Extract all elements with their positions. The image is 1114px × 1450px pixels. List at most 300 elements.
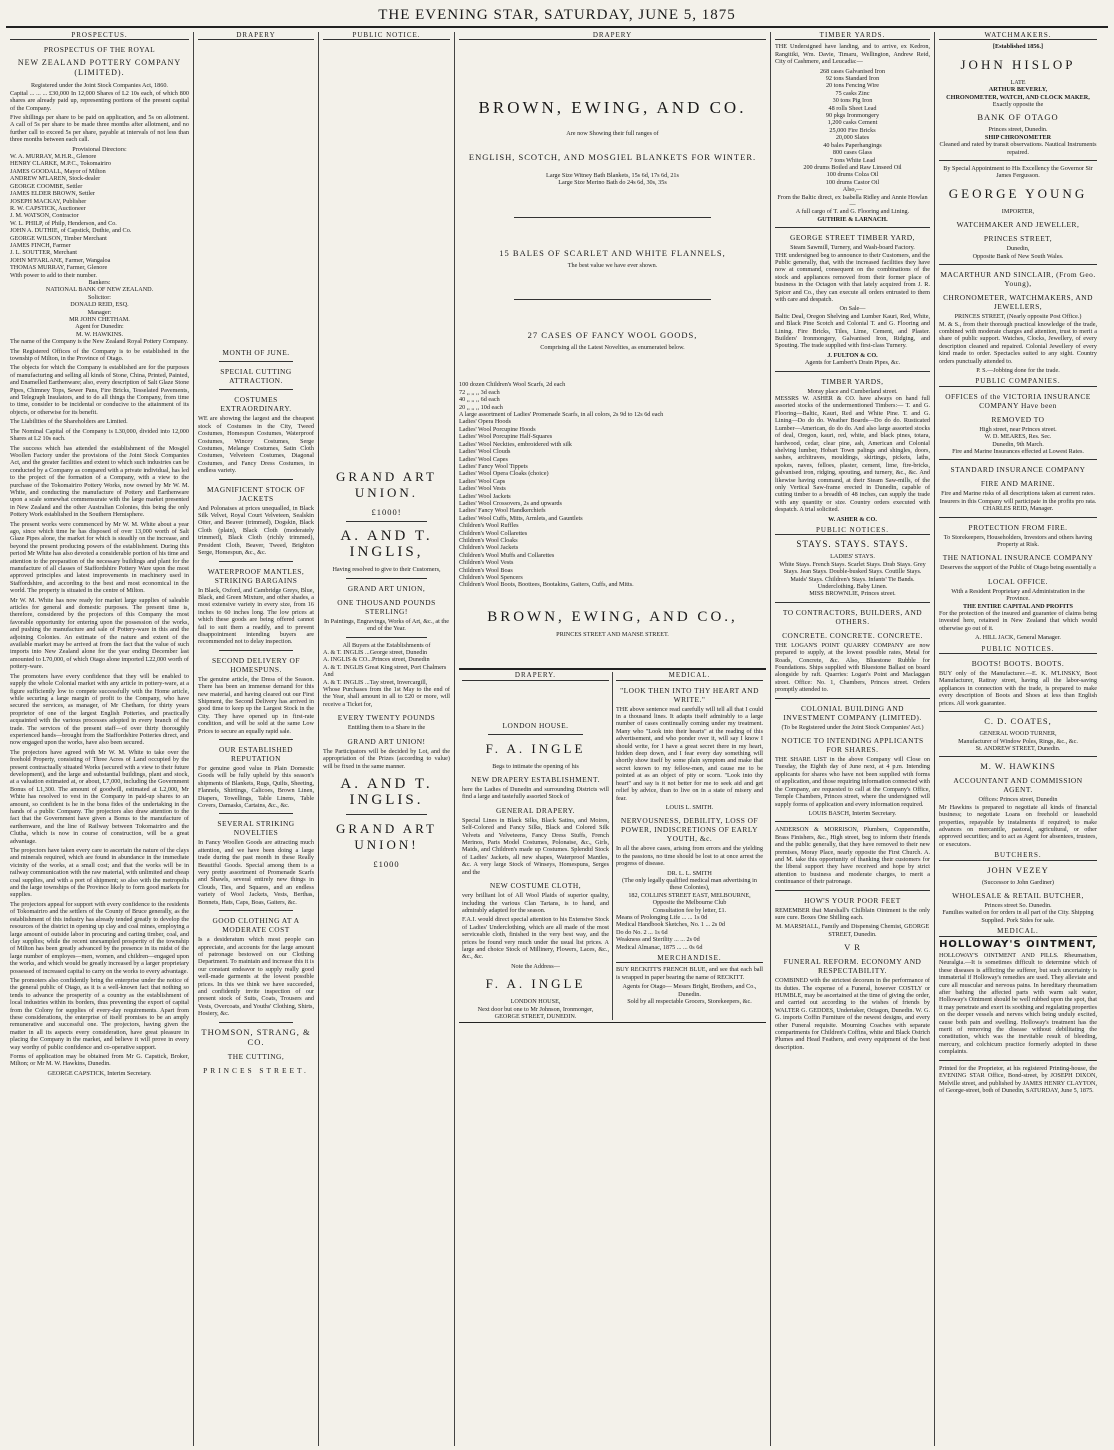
merino-line: Large Size Merino Bath do 24s 6d, 30s, 35s	[558, 179, 667, 187]
nervous-heading: NERVOUSNESS, DEBILITY, LOSS OF POWER, INDISCRETIONS OF EARLY YOUTH, &c.	[620, 816, 759, 844]
hawkins-name: M. W. HAWKINS	[980, 761, 1056, 772]
company-name: NEW ZEALAND POTTERY COMPANY (LIMITED).	[17, 58, 182, 78]
section-head: PROSPECTUS.	[10, 32, 189, 40]
solicitor-name: DONALD REID, ESQ.	[70, 301, 129, 309]
director-item: JOHN M'FARLANE, Farmer, Wangaloa	[10, 256, 111, 264]
opposite-line: Opposite the Melbourne Club	[652, 899, 727, 907]
london-house: LONDON HOUSE.	[502, 720, 569, 730]
signature: GEORGE CAPSTICK, Interim Secretary.	[47, 1069, 152, 1077]
stays-text: White Stays. French Stays. Scarlet Stays. Drab Stays. Grey Stays. Jean Stays. Double-busked Stays. Coutille Stays. Maids' Stays. Children's Stays. Infants' Tie Bands. Underclothing. Baby Linen.	[779, 560, 926, 590]
divider	[219, 389, 293, 390]
thousand-line: ONE THOUSAND POUNDS STERLING!	[337, 597, 436, 616]
showing-line: Are now Showing their full ranges of	[566, 130, 659, 138]
directors-heading: Provisional Directors:	[72, 145, 127, 153]
divider	[939, 160, 1097, 161]
established: [Established 1856.]	[992, 43, 1044, 51]
clothing-heading: GOOD CLOTHING AT A MODERATE COST	[212, 916, 300, 935]
guthrie-name: GUTHRIE & LARNACH.	[817, 215, 888, 223]
director-item: THOMAS MURRAY, Farmer, Glenore	[10, 264, 108, 272]
directors-list	[10, 153, 189, 279]
cases-line: 27 CASES OF FANCY WOOL GOODS,	[527, 330, 698, 341]
sub-head: MEDICAL.	[616, 672, 763, 680]
bank-line: BANK OF OTAGO	[977, 112, 1059, 123]
goods-item: 100 dozen Children's Wool Scarfs, 2d each	[459, 381, 566, 389]
medical-head: MEDICAL.	[939, 928, 1097, 936]
section-head: WATCHMAKERS.	[939, 32, 1097, 40]
opposite-line: Opposite Bank of New South Wales.	[972, 252, 1064, 260]
paintings-line: In Paintings, Engravings, Works of Art, &c., at the end of the Year.	[323, 617, 449, 633]
timber-item: 268 cases Galvanised Iron	[819, 67, 886, 75]
divider	[346, 814, 427, 815]
divider	[219, 739, 293, 740]
thomson-name: THOMSON, STRANG, & CO.	[201, 1026, 311, 1047]
on-sale: On Sale—	[839, 305, 866, 313]
director-item: With power to add to their number.	[10, 271, 97, 279]
notice-text: THE SHARE LIST in the above Company will Close on Tuesday, the Eighth day of June next, at 4 p.m. Intending applicants for shares who have not been supplied with forms of application, and those requiring information connected with the Company, are requested to call at the Company's Office, Temple Chambers, Princes street, where the undersigned will supply forms of application and every information required.	[775, 756, 930, 808]
art-union-line: GRAND ART UNION,	[347, 583, 426, 593]
new-drapery: NEW DRAPERY ESTABLISHMENT.	[471, 775, 600, 785]
andrew-line: St. ANDREW STREET, Dunedin.	[975, 744, 1061, 752]
holloway-title: HOLLOWAY'S OINTMENT,	[939, 938, 1097, 950]
art-union-title: GRAND ART UNION.	[336, 469, 437, 501]
inglis-name: A. AND T. INGLIS,	[340, 528, 433, 561]
fa-ingle: F. A. INGLE	[485, 740, 586, 756]
public-notices-head: PUBLIC NOTICES.	[775, 527, 930, 535]
divider	[939, 264, 1097, 265]
public-notices-head-2: PUBLIC NOTICES.	[939, 646, 1097, 654]
moray-line: Moray place and Cumberland street.	[807, 387, 898, 395]
offices-line: OFFICES of the VICTORIA INSURANCE COMPANY Have been	[945, 391, 1091, 410]
merchandise-head: MERCHANDISE.	[616, 955, 763, 963]
section-head: DRAPERY	[459, 32, 766, 40]
section-head: DRAPERY	[198, 32, 314, 40]
blankets-line: ENGLISH, SCOTCH, AND MOSGIEL BLANKETS FOR WINTER.	[468, 151, 757, 162]
director-item: JOSEPH MACKAY, Publisher	[10, 197, 87, 205]
jackets-heading: MAGNIFICENT STOCK OF JACKETS	[206, 484, 306, 503]
goods-item: Children's Wool Muffs and Collarettes	[459, 551, 555, 559]
divider	[219, 479, 293, 480]
goods-item: Ladies' Wool Crossovers, 2s and upwards	[459, 499, 562, 507]
timber-item: 100 drums Castor Oil	[825, 178, 880, 186]
timber-item: Also,—	[842, 186, 863, 194]
director-item: JAMES GOODALL, Mayor of Milton	[10, 167, 106, 175]
divider	[488, 734, 582, 735]
column-drapery-left	[194, 32, 319, 1446]
timber-item: 75 casks Zinc	[835, 89, 870, 97]
goods-item: Children's Wool Jackets	[459, 544, 519, 552]
divider	[775, 602, 930, 603]
book-item: Weakness and Sterility ... ... 2s 0d	[616, 936, 700, 944]
princes-line-3: Princes street So. Dunedin.	[984, 901, 1052, 909]
successor-line: (Successor to John Gardiner)	[982, 878, 1054, 886]
divider	[219, 910, 293, 911]
director-item: R. W. CAPSTICK, Auctioneer	[10, 204, 86, 212]
basch-name: LOUIS BASCH, Interim Secretary.	[808, 809, 897, 817]
timber-item: 20 tons Fencing Wire	[825, 82, 880, 90]
column-timber	[771, 32, 935, 1446]
general-drapery: GENERAL DRAPERY.	[495, 805, 576, 815]
goods-item: A large assortment of Ladies' Promenade Scarfs, in all colors, 2s 9d to 12s 6d each	[459, 411, 664, 419]
fai-text: F.A.I. would direct special attention to his Extensive Stock of Ladies' Underclothing, which are all made of the most serviceable cloth, finished in the very best way, and the prices be found very much under the usual list prices. A large and choice Stock of Millinery, Flowers, Laces, &c., &c., &c.	[462, 916, 609, 961]
timber-item: 92 tons Standard Iron	[825, 75, 880, 83]
boots-heading: BOOTS! BOOTS. BOOTS.	[971, 659, 1065, 669]
timber-item: A full cargo of T. and G. Flooring and Lining.	[795, 208, 910, 216]
divider	[346, 521, 427, 522]
ladies-stays: LADIES' STAYS.	[830, 553, 875, 561]
special-text: Special Lines in Black Silks, Black Satins, and Moires, Self-Colored and Fancy Silks, Black and Colored Silk Velvets and Velveteens, Fancy Dress Stuffs, French Merinos, Paris Model Costumes, Polonaise, &c., Girls, Maids, and Children's made up Costumes. Splendid Stock of Ladies' Jackets, all new shapes, Waterproof Mantles, &c. A very large Stock of Winseys, Homespuns, Serges and the	[462, 816, 609, 876]
families-line: Families waited on for orders in all part of the City. Shipping Supplied. Pork Sides for sale.	[942, 909, 1094, 924]
brilliant-text: very brilliant lot of All Wool Plaids of superior quality, including the various Clan Tartans, is to hand, and admirably adapted for the season.	[462, 892, 609, 914]
section-head: TIMBER YARDS.	[775, 32, 930, 40]
director-item: ANDREW M'LAREN, Stock-dealer	[10, 175, 101, 183]
george-yard-heading: GEORGE STREET TIMBER YARD,	[790, 233, 915, 243]
reputation-text: For genuine good value in Plain Domestic Goods will be fully upheld by this season's shipments of Blankets, Rugs, Quilts, Sheeting, Flannels, Shirtings, Calicoes, Brown Linen, Diapers, Towellings, Table Linens, Table Covers, Damasks, Cartains, &c., &c.	[198, 765, 314, 810]
homespuns-heading: SECOND DELIVERY OF HOMESPUNS.	[212, 655, 300, 674]
logan-text: THE LOGAN'S POINT QUARRY COMPANY are now prepared to supply, at the lowest possible rates, Metal for Roads, Concrete, &c. Also, Bluestone Rubble for Foundations. Ships supplied with Bluestone Ballast on board alongside by raft. Quarries: Logan's Point and Maclaggan street. Office: No. 1, Chambers, Princes street. Orders promptly attended to.	[775, 641, 930, 694]
chrono-line: CHRONOMETER, WATCH, AND CLOCK MAKER,	[946, 93, 1090, 101]
director-item: W. A. MURRAY, M.H.R., Glenore	[10, 153, 97, 161]
jackets-text: And Polonaises at prices unequalled, in Black Silk Velvet, Royal Court Velveteen, Sealskin Otter, and Beaver (trimmed), Dogskin, Black Cloth (plain), Black Cloth (moderately trimmed), Black Cloth (richly trimmed), President Cloth, Beaver, Tweed, Brighton Serge, Homespun, &c., &c.	[198, 504, 314, 557]
director-item: JAMES FINCH, Farmer	[10, 241, 71, 249]
section-head: PUBLIC NOTICE.	[323, 32, 450, 40]
young-name: GEORGE YOUNG	[948, 185, 1088, 201]
director-item: GEORGE WILSON, Timber Merchant	[10, 234, 107, 242]
meares-name: W. D. MEARES, Res. Sec.	[984, 433, 1052, 441]
timber-item: 1,200 casks Cement	[827, 119, 878, 127]
office-line: Offices: Princes street, Dunedin	[978, 796, 1058, 804]
dr-name: DR. L. L. SMITH	[667, 869, 712, 877]
standard-name: STANDARD INSURANCE COMPANY	[950, 465, 1086, 475]
book-item: Do do No. 2 ... 1s 6d	[616, 928, 668, 936]
month-heading: MONTH OF JUNE.	[222, 348, 290, 358]
shop-item: And	[323, 671, 334, 679]
sub-head: DRAPERY.	[462, 672, 609, 680]
imprint-text: Printed for the Proprietor, at his registered Printing-house, the EVENING STAR Office, Bond-street, by JOSEPH DIXON, Melville street, and published by JAMES HENRY CLAYTON, of George-street, both of Dunedin, SATURDAY, June 5, 1875.	[939, 1064, 1097, 1094]
sale-text: Baltic Deal, Oregon Shelving and Lumber Kauri, Red, White, and Black Pine Scotch and Colonial T. and G. Flooring and Lining. Fire Bricks, Tiles, Lime, Cement, and Plaster. Builders' Ironmongery, Galvanised Iron, Ridging, and Spouting. The trade supplied with first-class Turnery.	[775, 312, 930, 350]
storekeepers-line: To Storekeepers, Householders, Investors and others having Property at Risk.	[943, 533, 1093, 548]
timber-item: 20,000 Slates	[835, 134, 870, 142]
cleaned-line: Cleaned and rated by transit observations. Nautical Instruments repaired.	[939, 141, 1097, 156]
column-drapery-main	[455, 32, 771, 1446]
goods-item: Ladies' Wool Porcupine Half-Squares	[459, 433, 553, 441]
clothing-text: Is a desideratum which most people can appreciate, and accounts for the large amount of patronage bestowed on our Clothing Department. To maintain and increase this it is our constant endeavor to supply really good well-made garments at the lowest possible prices. In this we think we have succeeded, and confidently invite inspection of our present stock of Suits, Coats, Trousers and Vests, Overcoats, and Youths' Clothing, Shirts, Hosiery, &c.	[198, 936, 314, 1018]
goods-item: Ladies' Fancy Wool Tippets	[459, 462, 528, 470]
address-line: PRINCES STREET AND MANSE STREET.	[556, 630, 669, 638]
agent-heading: Agent for Dunedin:	[75, 323, 124, 331]
appointment-line: By Special Appointment to His Excellency the Governor Sir James Fergusson.	[943, 165, 1093, 180]
agents-line: Agents for Otago— Messrs Bright, Brothers, and Co., Dunedin.	[622, 983, 757, 998]
divider	[219, 813, 293, 814]
buy-text: BUY only of the Manufacturer.—E. K. M'LINSKY, Boot Manufacturer, Rattray street, having all the labor-saving appliances in connection with the trade, is prepared to make every description of Boots and Shoes at less than English prices. All work guarantee.	[939, 670, 1097, 707]
every-line: EVERY TWENTY POUNDS	[337, 713, 436, 723]
homespuns-text: The genuine article, the Dress of the Season. There has been an immense demand for this new material, and having cleared out our First Shipment, the Second Delivery has arrived in good time to keep up the Largest Stock in the City. They have opened up in first-rate condition, and will be sold at the same Low Prices to secure an equally rapid sale.	[198, 675, 314, 735]
sub-columns	[459, 668, 766, 1023]
timber-item: 48 rolls Sheet Lead	[828, 104, 877, 112]
divider	[219, 361, 293, 362]
sub-column-drapery	[459, 672, 612, 1020]
wholesale-line: WHOLESALE & RETAIL BUTCHER,	[952, 890, 1084, 900]
goods-item: Ladies' Wool Caps	[459, 477, 506, 485]
timber-item: 800 cases Glass	[832, 149, 873, 157]
divider	[346, 637, 427, 638]
director-item: JOHN A. DUTHIE, of Capstick, Duthie, and Co.	[10, 227, 132, 235]
goods-item: Children's Wool Cloaks	[459, 536, 518, 544]
special-heading: SPECIAL CUTTING ATTRACTION.	[220, 367, 292, 386]
column-watchmakers	[935, 32, 1101, 1446]
prospectus-paragraph: The projectors appeal for support with every confidence to the residents of Tokomairiro and the settlers of the County of Bruce generally, as the establishment of this industry has already tended greatly to develop the resources of the district in opening up clay and coal mines, employing a large amount of outside labor in procuring and carting timber, coal, and clay supplies; while the recent unexampled prosperity of the township of Milton has been greatly advanced by the presence in its midst of the large number of employes—men, women, and children—engaged upon the works, and which would be greatly increased by a larger proprietary possessed of increased capital to carry on the works to every advantage.	[10, 900, 189, 975]
costume-cloth: NEW COSTUME CLOTH,	[489, 881, 582, 891]
goods-item: 72 ,, ,, ,, 3d each	[459, 388, 500, 396]
accountant-line: ACCOUNTANT AND COMMISSION AGENT.	[953, 776, 1083, 795]
goods-item: Ladies' Opera Hoods	[459, 418, 511, 426]
divider	[775, 821, 930, 822]
timber-item: From the Baltic direct, ex Isabella Ridley and Annie Howlan—	[777, 193, 928, 208]
ps-line: P. S.—Jobbing done for the trade.	[976, 366, 1060, 374]
here-text: here the Ladies of Dunedin and surrounding Districts will find a large and tastefully assorted Stock of	[462, 786, 609, 801]
goods-item: Children's Wool Ruffles	[459, 522, 519, 530]
princes-line: PRINCES STREET.	[203, 1065, 309, 1075]
deserves-line: Deserves the support of the Public of Otago being essentially a	[940, 564, 1096, 572]
brownlie-name: MISS BROWNLIE, Princes street.	[809, 590, 896, 598]
book-item: Medical Almanac, 1875 ... ... 0s 6d	[616, 943, 703, 951]
book-item: Medical Handbook Sketches, No. 1 ... 2s 0d	[616, 921, 725, 929]
fa-ingle-2: F. A. INGLE	[485, 976, 586, 992]
goods-item: 40 ,, ,, ,, 6d each	[459, 396, 500, 404]
brown-ewing-title-2: BROWN, EWING, AND CO.,	[487, 608, 738, 625]
divider	[346, 578, 427, 579]
entire-line: THE ENTIRE CAPITAL AND PROFITS	[963, 602, 1073, 610]
director-item: W. L. PHILP, of Philp, Henderson, and Co.	[10, 219, 117, 227]
divider	[939, 711, 1097, 712]
director-item: HENRY CLARKE, M.P.C., Tokomairiro	[10, 160, 111, 168]
divider	[775, 227, 930, 228]
royal-cipher-icon: V R	[844, 942, 861, 953]
notice-heading: NOTICE TO INTENDING APPLICANTS FOR SHARES.	[781, 736, 924, 755]
timber-item: 25,000 Fire Bricks	[829, 126, 876, 134]
prospectus-paragraph: The Liabilities of the Shareholders are Limited.	[10, 418, 128, 426]
purchases-text: Whose Purchases from the 1st May to the end of the Year, shall amount in all to £20 or more, will receive a Ticket for,	[323, 686, 450, 708]
vezey-name: JOHN VEZEY	[987, 864, 1049, 875]
shop-item: A. & T. INGLIS Great King street, Port Chalmers	[323, 663, 447, 671]
manager-name: MR JOHN CHETHAM.	[69, 316, 130, 323]
public-companies-head: PUBLIC COMPANIES.	[939, 378, 1097, 386]
divider	[939, 459, 1097, 460]
divider	[775, 698, 930, 699]
shop-item: A. & T. INGLIS ...Tay street, Invercargill,	[323, 678, 428, 686]
anderson-text: ANDERSON & MORRISON, Plumbers, Coppersmiths, Brass Finishers, &c., High street, beg to inform their friends and the public generally, that they have removed to their new premises, Moray Place, nearly opposite the First Church. A. and M. take this opportunity of thanking their customers for the liberal support they have received and hope by strict attention to business and moderate charges, to merit a continuance of their patronage.	[775, 826, 930, 886]
divider	[939, 517, 1097, 518]
coates-name: C. D. COATES,	[984, 716, 1052, 727]
novelties-heading: SEVERAL STRIKING NOVELTIES	[217, 819, 295, 838]
prospectus-paragraph: Forms of application may be obtained from Mr G. Capstick, Broker, Milton; or Mr M. W. Hawkins, Dunedin.	[10, 1053, 189, 1068]
best-line: The best value we have ever shown.	[567, 261, 658, 269]
divider	[939, 756, 1097, 757]
ms-text: M. & S., from their thorough practical knowledge of the trade, combined with moderate charges and attention, trust to merit a share of public support. Watches, Clocks, Jewellery, of every description cleaned and repaired. Colonial Jewellery of every kind made to order. Spectacles suited to any sight. Country orders punctually attended to.	[939, 320, 1097, 365]
bankers-heading: Bankers:	[88, 278, 111, 286]
goods-item: Ladies' Wool Neckties, embroidered with silk	[459, 440, 572, 448]
witney-line: Large Size Witney Bath Blankets, 15s 6d, 17s 6d, 21s	[546, 171, 679, 179]
goods-item: Ladies' Wool Cuffs, Mitts, Armlets, and Gauntlets	[459, 514, 583, 522]
contractors-heading: TO CONTRACTORS, BUILDERS, AND OTHERS.	[782, 607, 923, 626]
prospectus-title: PROSPECTUS OF THE ROYAL	[43, 45, 156, 55]
cases-text: In all the above cases, arising from errors and the yielding to the passions, no time should be lost to at once arrest the progress of disease.	[616, 845, 763, 868]
hawkins-text: Mr Hawkins is prepared to negotiate all kinds of financial business; to negotiate Loans on freehold or leasehold properties, repayable by instalments if required; to make advances on mercantile, pastoral, agricultural, or other approved securities; and to act as Agent for absentees, trustees, or executors.	[939, 803, 1097, 848]
feet-heading: HOW'S YOUR POOR FEET	[804, 895, 901, 905]
butchers-head: BUTCHERS.	[939, 852, 1097, 860]
goods-item: Ladies' Wool Porcupine Hoods	[459, 425, 536, 433]
sold-line: Sold by all respectable Grocers, Storekeepers, &c.	[627, 998, 752, 1006]
comprising-line: Comprising all the Latest Novelties, as enumerated below.	[540, 344, 685, 352]
risks-line: Fire and Marine risks of all descriptions taken at current rates.	[941, 490, 1095, 498]
prospectus-paragraph: The projectors have agreed with Mr W. M. White to take over the freehold Property, consisting of Three Acres of Land occupied by the present contractually situated Works (secured with a view to their future development), and the large and substantial buildings, plant and stock, at a valuation estimated at, or about, L7,000, including the Government Bonus of L1,300. The amount of goodwill, estimated at L2,000, Mr White has resolved to vest in the Company in paid-up shares to an amount, so confident is he in the bona fides of the undertaking in the hands of a public Company. The projectors also draw attention to the fact that the Government have given a Bonus to the manufacture of earthenware, and the line of Railway between Tokomairiro and the Clutha, which is now in course of construction, will be a great advantage.	[10, 748, 189, 845]
local-office: LOCAL OFFICE.	[987, 576, 1049, 586]
national-name: THE NATIONAL INSURANCE COMPANY	[942, 553, 1094, 563]
timber-item: 40 bales Paperhangings	[823, 141, 882, 149]
asher-text: MESSRS W. ASHER & CO. have always on hand full assorted stocks of the undermentioned Timbers:— T. and G. Flooring—Baltic, Kauri, Red and White Pine. T. and G. Lining—Do do do. Weather Boards—Do do do. Rusticated Lumber—American, do do do. And also large assorted stocks of deal, Oregon, kauri, red, white, and black pines, totara, hardwood, cedar, clear pine, ash, American and Colonial shelving lumber, Hobart Town palings and shingles, doors, sashes, architraves, mouldings, skirtings, pickets, laths, spokes, naves, felloes, plaster, cement, lime, fire-bricks, galvanised iron, ridging, spouting, and turnery, &c., &c. And likewise having command, at their Steam Saw-mills, of the only Vertical Saw-frame erected in Dunedin, capable of cutting timber to a breadth of 48 inches, can supply the trade with any quantity or size. Country orders executed with despatch. A trial solicited.	[775, 395, 930, 514]
london-house-2: LONDON HOUSE,	[510, 998, 561, 1006]
concrete-heading: CONCRETE. CONCRETE. CONCRETE.	[782, 630, 923, 640]
prospectus-paragraph: The success which has attended the establishment of the Mosgiel Woollen Factory under the provisions of the Joint Stock Companies Act, and the greater facilities and extent to which such industries can be conducted by a Company as compared with a private individual, has led to the project of the formation of a Company, with a view to the purchase of the Tokomairiro Pottery Works, now owned by Mr W. M. White, and conducting the manufacture of Pottery and Earthenware upon a scale somewhat commensurate with the large market presented in New Zealand and the other Australian Colonies, this being the only Pottery Work established in the Southern Hemisphere.	[10, 444, 189, 519]
resident-line: With a Resident Proprietary and Administration in the Province.	[951, 587, 1085, 603]
prospectus-paragraph: The promoters have every confidence that they will be enabled to supply the whole Colonial market with any article in pottery-ware, at a figure sufficiently low to compete successfully with the Home article, while securing a large margin of profit to the Company, who have secured the services, as manager, of Mr Chetham, for thirty years proprietor of one of the largest English Potteries, and practically acquainted with the various processes adopted in every branch of the trade. The services of the present staff—of over thirty thoroughly experienced hands—brought from the Staffordshire Potteries direct, and now engaged upon the works, have also been secured.	[10, 672, 189, 747]
funeral-heading: FUNERAL REFORM. ECONOMY AND RESPECTABILITY.	[783, 957, 922, 976]
masthead: THE EVENING STAR, SATURDAY, JUNE 5, 1875	[6, 4, 1108, 28]
dunedin-date: Dunedin, 9th March.	[992, 440, 1044, 448]
timber-yards-2: TIMBER YARDS,	[821, 376, 884, 386]
colonial-reg: (To be Registered under the Joint Stock Companies' Act.)	[781, 723, 924, 731]
participators-text: The Participators will be decided by Lot, and the appropriation of the Prizes (according to value) will be fixed in the same manner.	[323, 747, 450, 770]
art-union-line-3: GRAND ART UNION!	[347, 736, 426, 746]
timber-list	[775, 68, 930, 216]
goods-item: Ladies' Wool Clouds	[459, 448, 511, 456]
smith-name: LOUIS L. SMITH.	[665, 803, 714, 811]
insurers-line: Insurers in this Company will participate in the profits pro rata.	[939, 497, 1097, 505]
mantles-heading: WATERPROOF MANTLES, STRIKING BARGAINS	[207, 566, 305, 585]
director-item: JAMES ELDER BROWN, Settler	[10, 190, 95, 198]
marshall-name: M. MARSHALL, Family and Dispensing Chemist, GEORGE STREET, Dunedin.	[775, 923, 930, 938]
george-street: GEORGE STREET, DUNEDIN.	[494, 1012, 577, 1020]
princes-line-2: PRINCES STREET, (Nearly opposite Post Office.)	[954, 313, 1082, 321]
only-line: (The only legally qualified medical man advertising in these Colonies),	[622, 876, 757, 892]
timber-item: 100 drums Colza Oil	[826, 171, 879, 179]
beverly-name: ARTHUR BEVERLY,	[988, 86, 1048, 94]
brown-ewing-title: BROWN, EWING, AND CO.	[478, 98, 747, 118]
divider	[514, 217, 711, 218]
director-item: J. M. WATSON, Contractor	[10, 212, 79, 220]
book-item: Means of Prolonging Life ... ... 1s 0d	[616, 913, 708, 921]
agent-name: M. W. HAWKINS.	[75, 330, 124, 338]
funeral-text: COMBINED with the strictest decorum in the performance of its duties. The expense of a Funeral, however COSTLY or HUMBLE, may be ascertained at the time of giving the order, and carried out according to the wishes of friends by WALTER G. GEDDES, Undertaker, Octagon, Dunedin. W. G. G. imports Coffin Furniture of the newest designs, and every other Funeral requisite. Mourning Coaches with separate compartments for Children's Coffins, white and Black Ostrich Plumes and Head Feathers, and every equipment of the best description.	[775, 977, 930, 1051]
divider	[775, 371, 930, 372]
goods-item: Children's Wool Boas	[459, 566, 513, 574]
holloway-text: HOLLOWAY'S OINTMENT AND PILLS. Rheumatism, Neuralgia.—It is sometimes difficult to determine which of these diseases is afflicting the sufferer, but such uncertainty is immaterial if Holloway's remedies are used. They alleviate and cure all muscular and nervous pains. In hereditary rheumatism after bathing the affected parts with warm salt water, Holloway's Ointment should be well rubbed upon the spot, that it may penetrate and exert its soothing and regulating properties on the deeper vessels and nerves which being unduly excited, cause both pain and swelling. Holloway's treatment has the merit of removing the disease without debilitating the constitution, which was the inevitable result of bleeding, mercury, and colchicum practice formerly adopted in these complaints.	[939, 952, 1097, 1056]
collins-line: 182, COLLINS STREET EAST, MELBOURNE,	[628, 891, 751, 899]
shop-item: A. & T. INGLIS ...George street, Dunedin	[323, 649, 428, 657]
director-item: GEORGE COOMBE, Settler	[10, 182, 83, 190]
asher-name: W. ASHER & CO.	[828, 515, 877, 523]
begs-line: Begs to intimate the opening of his	[492, 762, 579, 770]
princes-line: Princes street, Dunedin.	[988, 126, 1048, 134]
manager-heading: Manager:	[87, 308, 112, 316]
art-union-amount: £1000!	[371, 507, 402, 518]
exactly-line: Exactly opposite the	[992, 101, 1044, 109]
goods-item: Ladies' Wool Jackets	[459, 492, 511, 500]
books-list	[616, 914, 763, 951]
fulton-name: J. FULTON & CO.	[827, 351, 878, 359]
terms-text: Five shillings per share to be paid on application, and 5s on allotment. A call of 5s per share to be made three months after allotment, and no further call to exceed 5s per share, payable at intervals of not less than three months between each call.	[10, 114, 189, 144]
goods-item: Children's Wool Boots, Boottees, Bootakins, Gaiters, Cuffs, and Mitts.	[459, 581, 634, 589]
inglis-name-2: A. AND T. INGLIS.	[340, 775, 433, 808]
mantles-text: In Black, Oxford, and Cambridge Greys, Blue, Black, and Green Mixture, and other shades, a most extensive variety in every size, from 16 inches to 60 inches long. The low prices at which these goods are being offered cannot fail to suit them a readily, and to prevent disappointment intending buyers are recommended not to delay inspection.	[198, 586, 314, 646]
look-heading: "LOOK THEN INTO THY HEART AND WRITE."	[620, 685, 759, 704]
jack-name: A. HILL JACK, General Manager.	[975, 634, 1061, 642]
timber-item: 90 pkgs Ironmongery	[825, 112, 880, 120]
timber-intro: THE Undersigned have landing, and to arrive, ex Kedron, Rangitiki, Wm. Davie, Timaru, Wellington, Andrew Reid, City of Cashmere, and Leucadia:—	[775, 43, 930, 66]
goods-item: Ladies' Wool Opera Cloaks (choice)	[459, 470, 549, 478]
costumes-heading: COSTUMES EXTRAORDINARY.	[220, 395, 292, 414]
removed-line: REMOVED TO	[991, 414, 1045, 424]
macarthur-name: MACARTHUR AND SINCLAIR, (From Geo. Young),	[940, 270, 1096, 289]
prospectus-paragraph: The objects for which the Company is established are for the purposes of manufacturing and selling all kinds of Stone, China, Printed, Painted, and Enamelled Earthenware; also, every description of Salt Glaze Stone Pipes, Chimney Tops, Sewer Pans, Fire Bricks, Tesselated Pavements, and Telegraph Insulators, and to do all things the Company, from time to time, consider to be incidental or conducive to the attainment of its objects, or otherwise for its benefit.	[10, 364, 189, 416]
prospectus-paragraph: The promoters also confidently bring the enterprise under the notice of the general public of Otago, as it is a well-known fact that nothing so tends to advance the prosperity of a country as the establishment of local industries within its borders, thus preventing the export of capital from the Colony for supplies of every-day requirements. Apart from these considerations, the enterprise of itself promises to be an amply remunerative and successful one. The projectors, having given the matter in all its aspects every consideration, have great pleasure in placing the Company in the market, and believe it will prove in every way worthy of public confidence and co-operative support.	[10, 976, 189, 1051]
art-union-amount-2: £1000	[373, 858, 400, 869]
reputation-heading: OUR ESTABLISHED REPUTATION	[218, 745, 294, 763]
reid-name: CHARLES REID, Manager.	[982, 505, 1054, 513]
divider	[219, 650, 293, 651]
goods-item: Ladies' Wool Vests	[459, 485, 506, 493]
ship-line: SHIP CHRONOMETER	[984, 133, 1052, 141]
consult-line: Consultation fee by letter, £1.	[652, 906, 727, 914]
prospectus-paragraph: The name of the Company is the New Zealand Royal Pottery Company.	[10, 338, 188, 346]
goods-item: Children's Wool Vests	[459, 559, 514, 567]
bankers-name: NATIONAL BANK OF NEW ZEALAND.	[45, 286, 154, 294]
prospectus-paragraph: The present works were commenced by Mr W. M. White about a year ago, since which time he has disposed of over 13,000 worth of Salt Glaze Pipes alone, the market for which is steadily on the increase, and beyond the present producing powers of the establishment. During this period Mr White has also devoted a considerable portion of his time and attention to the preparation of the necessary buildings and plant for the manufacture of all classes of Staffordshire Pottery Ware upon the most approved principles and latest improvements in machinery used in Staffordshire, and according to the best and most economical in the world. The property is situated in the centre of Milton.	[10, 520, 189, 595]
prospectus-paragraph: The Registered Offices of the Company is to be established in the township of Milton, in the Province of Otago.	[10, 347, 189, 363]
entitling-line: Entitling them to a Share in the	[347, 724, 426, 732]
cutting-line: THE CUTTING,	[227, 1051, 285, 1061]
turner-line: GENERAL WOOD TURNER,	[979, 730, 1057, 738]
novelties-text: In Fancy Woollen Goods are attracting much attention, and we have been doing a large trade during the past month in these Really Beautiful Goods. Special among them is a very pretty assortment of Promenade Scarfs and Shawls, several entirely new things in Clouds, Ties, and Squares, and an endless variety of Wool Jackets, Vests, Berthas, Bonnets, Hats, Caps, Boas, Gaiters, &c.	[198, 839, 314, 906]
dunedin-line: Dunedin,	[1006, 245, 1030, 253]
solicitor-heading: Solicitor:	[87, 293, 112, 301]
column-spacer	[198, 43, 314, 343]
columns	[6, 32, 1108, 1446]
sub-column-medical	[612, 672, 766, 1020]
resolved-line: Having resolved to give to their Customers,	[332, 566, 441, 574]
colonial-heading: COLONIAL BUILDING AND INVESTMENT COMPANY (LIMITED).	[783, 703, 922, 722]
bales-line: 15 BALES OF SCARLET AND WHITE FLANNELS,	[499, 247, 726, 258]
look-text: THE above sentence read carefully will tell all that I could in a thousand lines. It adapts itself admirably to a large number of cases continually coming under my treatment. Many who "Look into their hearts" at the reading of this advertisement, and who ponder over it, will say I know I should write, for I have a great secret there in my heart, hidden deep down, and I fear every day something will shortly show itself by some plain symptom and make that secret known to my fellow-men, and cause me to be pointed at as an object of pity or scorn. "Look into thy heart" and say is it not better for me to seek aid and get relief by advice, than to live on in a state of misery and fear.	[616, 705, 763, 802]
divider	[775, 890, 930, 891]
fire-line: Fire and Marine Insurances effected at Lowest Rates.	[952, 447, 1084, 455]
remember-text: REMEMBER that Marshall's Chilblain Ointment is the only sure cure. Boxes One Shilling each.	[775, 906, 930, 921]
goods-item: Ladies' Fancy Wool Handkerchiefs	[459, 507, 546, 515]
goods-item: Ladies' Wool Capes	[459, 455, 508, 463]
george-yard-text: THE undersigned beg to announce to their Customers, and the Public generally, that, with the increased facilities they have now at command, consequent on the combinations of the stock and appliances removed from their former place of business in the Octagon with that lately acquired from J. R. Spicer and Co., they can execute all orders entrusted to them with care and despatch.	[775, 251, 930, 303]
capital-text: Capital ... ... ... £30,000 In 12,000 Shares of L2 10s each, of which 800 shares are already paid up, representing portions of the present capital of the Company.	[10, 89, 189, 112]
next-door: Next door but one to Mr Johnson, Ironmonger,	[477, 1005, 594, 1013]
goods-item: 20 ,, ,, ,, 10d each	[459, 403, 503, 411]
goods-list	[459, 381, 766, 588]
costumes-text: WE are showing the largest and the cheapest stock of Costumes in the City, Tweed Costumes, Homespun Costumes, Waterproof Costumes, Wincey Costumes, Serge Costumes, Melange Costumes, Satin Cloth Costumes, Velveteen Costumes, Diagonal Costumes, and Fancy Dress Costumes, in endless variety.	[198, 415, 314, 475]
fire-marine: FIRE AND MARINE.	[980, 479, 1056, 489]
stays-heading: STAYS. STAYS. STAYS.	[796, 539, 909, 550]
goods-item: Children's Wool Collarettes	[459, 529, 528, 537]
shops-list	[323, 649, 450, 686]
rollers-line: Manufacturer of Window Poles, Rings, &c., &c.	[958, 737, 1078, 745]
prospectus-paragraph: Mr W. M. White has now ready for market large supplies of saleable articles for general and domestic purposes. The present time is, therefore, considered by the projectors of this Company the most favorable opportunity for entering upon the possession of the works, and pushing the manufacture and sale of Pottery-ware in this and the adjoining Colonies. An estimate of the nature and extent of the available market may be arrived at from the fact that the value of such imports into New Zealand alone for the year ending December last amounted to L70,000, of which Otago alone imported L22,000 worth of pottery-ware.	[10, 596, 189, 671]
protect-text: For the protection of the insured and guarantee of claims being invested here, retained in New Zealand that which would otherwise go out of it.	[939, 610, 1097, 632]
